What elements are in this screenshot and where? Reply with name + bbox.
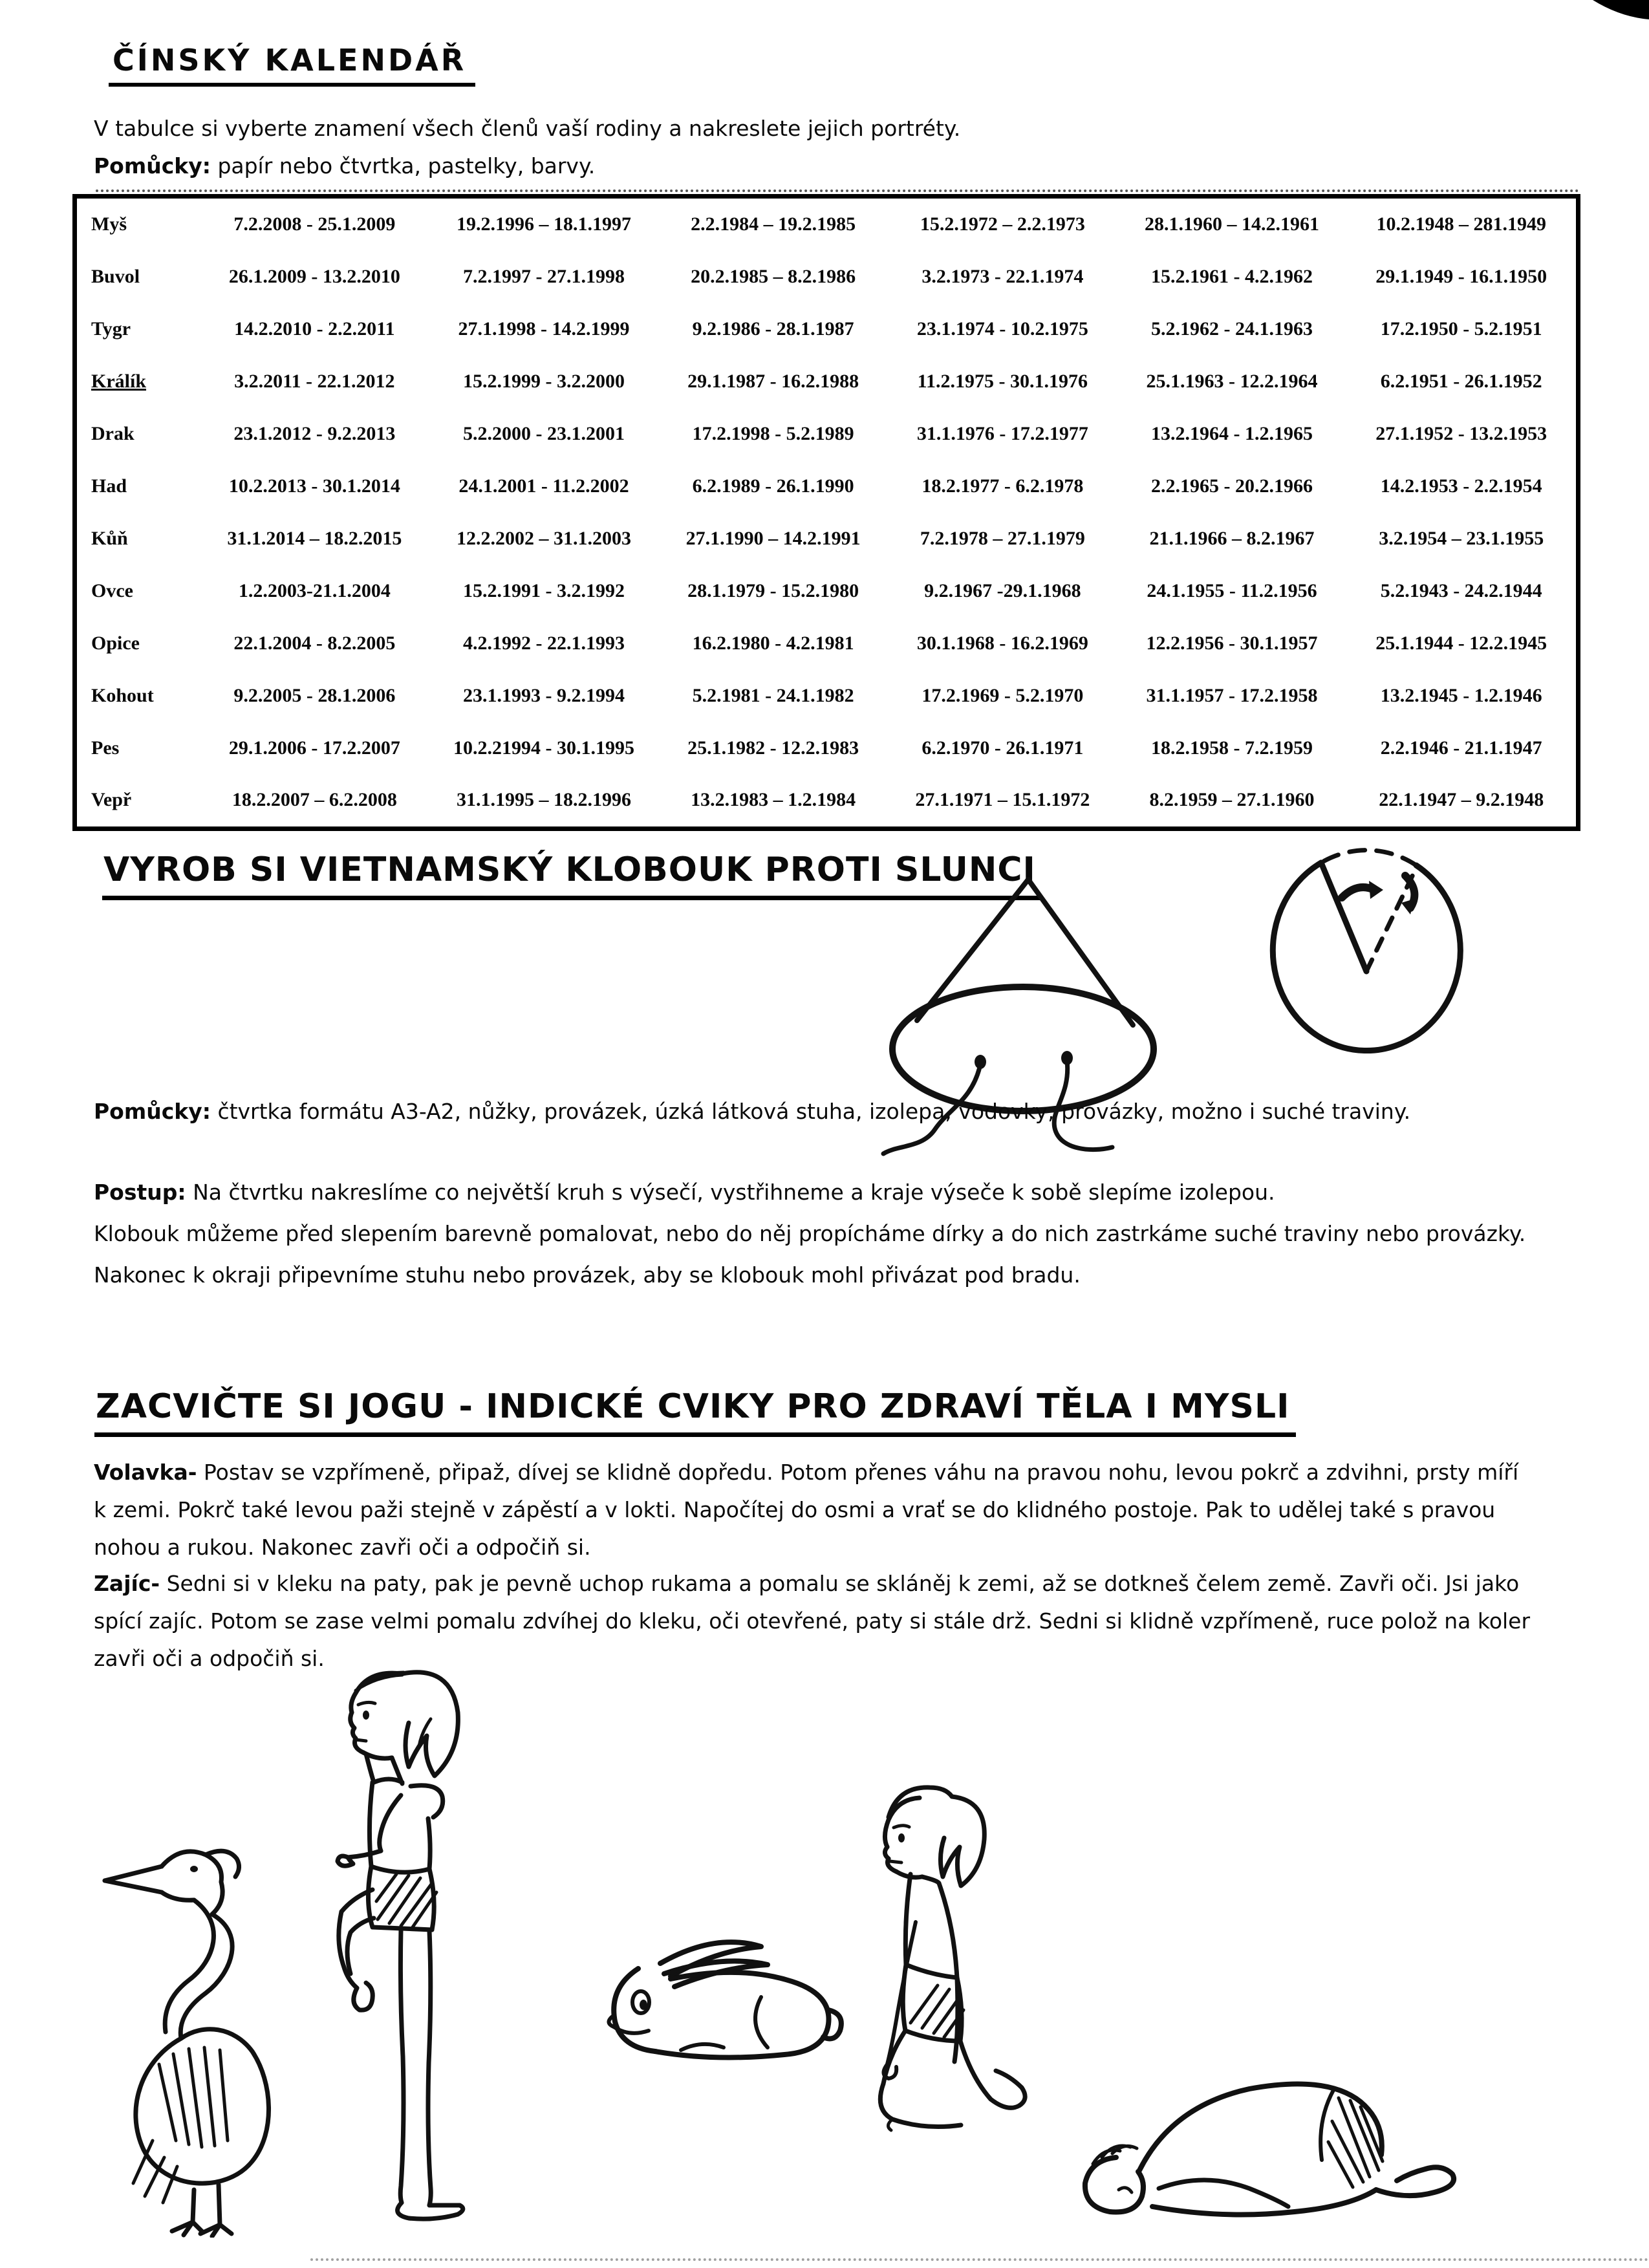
date-range-cell: 17.2.1950 - 5.2.1951	[1380, 318, 1542, 340]
date-range-cell: 10.2.21994 - 30.1.1995	[453, 737, 634, 759]
date-range-cell: 6.2.1970 - 26.1.1971	[921, 737, 1084, 759]
date-range-cell: 7.2.1978 – 27.1.1979	[920, 527, 1085, 549]
zodiac-animal-label: Kohout	[91, 684, 154, 706]
date-range-cell: 14.2.1953 - 2.2.1954	[1380, 475, 1542, 497]
yoga-section-heading	[94, 1387, 1296, 1437]
heron-drawing	[97, 1804, 297, 2238]
date-range-cell: 17.2.1998 - 5.2.1989	[692, 423, 854, 445]
date-range-cell: 31.1.2014 – 18.2.2015	[227, 527, 402, 549]
table-row	[77, 528, 1576, 550]
table-row	[77, 213, 1576, 235]
date-range-cell: 31.1.1995 – 18.2.1996	[457, 789, 631, 811]
date-range-cell: 10.2.1948 – 281.1949	[1376, 213, 1546, 235]
hat-pomucky-text: čtvrtka formátu A3-A2, nůžky, provázek, úzká látková stuha, izolepa, vodovky, provázky, možno i suché traviny.	[210, 1099, 1411, 1124]
zodiac-animal-label: Opice	[91, 632, 140, 654]
date-range-cell: 2.2.1984 – 19.2.1985	[691, 213, 856, 235]
date-range-cell: 19.2.1996 – 18.1.1997	[457, 213, 631, 235]
date-range-cell: 15.2.1999 - 3.2.2000	[463, 371, 625, 393]
date-range-cell: 9.2.1986 - 28.1.1987	[692, 318, 854, 340]
intro-line-1: V tabulce si vyberte znamení všech členů vaší rodiny a nakreslete jejich portréty.	[94, 116, 961, 141]
date-range-cell: 23.1.1974 - 10.2.1975	[916, 318, 1088, 340]
dotted-separator	[96, 189, 1580, 192]
date-range-cell: 30.1.1968 - 16.2.1969	[916, 632, 1088, 654]
date-range-cell: 3.2.2011 - 22.1.2012	[234, 371, 395, 393]
scan-edge-line	[310, 2258, 1649, 2261]
table-row	[77, 475, 1576, 497]
volavka-line1	[94, 1454, 1518, 1491]
rabbit-drawing	[598, 1927, 854, 2076]
hat-section-heading-text: VYROB SI VIETNAMSKÝ KLOBOUK PROTI SLUNCI	[102, 850, 1042, 900]
date-range-cell: 15.2.1961 - 4.2.1962	[1151, 266, 1313, 288]
date-range-cell: 31.1.1976 - 17.2.1977	[916, 423, 1088, 445]
date-range-cell: 12.2.1956 - 30.1.1957	[1146, 632, 1318, 654]
zodiac-animal-label: Pes	[91, 737, 120, 759]
date-range-cell: 15.2.1972 – 2.2.1973	[920, 213, 1085, 235]
table-row	[77, 632, 1576, 654]
table-row	[77, 266, 1576, 288]
pomucky-text: papír nebo čtvrtka, pastelky, barvy.	[210, 153, 596, 178]
table-row	[77, 580, 1576, 602]
date-range-cell: 6.2.1951 - 26.1.1952	[1380, 371, 1542, 393]
page-title-text: ČÍNSKÝ KALENDÁŘ	[109, 43, 475, 87]
cut-circle-drawing	[1251, 836, 1474, 1062]
date-range-cell: 28.1.1979 - 15.2.1980	[687, 579, 859, 601]
calendar-table	[72, 194, 1580, 831]
date-range-cell: 29.1.1987 - 16.2.1988	[687, 371, 859, 393]
date-range-cell: 5.2.2000 - 23.1.2001	[463, 423, 625, 445]
date-range-cell: 11.2.1975 - 30.1.1976	[917, 371, 1088, 393]
date-range-cell: 21.1.1966 – 8.2.1967	[1149, 527, 1315, 549]
zodiac-animal-label: Ovce	[91, 579, 133, 601]
yoga-section-heading-text: ZACVIČTE SI JOGU - INDICKÉ CVIKY PRO ZDRAVÍ TĚLA I MYSLI	[94, 1387, 1296, 1437]
date-range-cell: 13.2.1945 - 1.2.1946	[1380, 684, 1542, 706]
date-range-cell: 5.2.1962 - 24.1.1963	[1151, 318, 1313, 340]
date-range-cell: 15.2.1991 - 3.2.1992	[463, 579, 625, 601]
zodiac-animal-label: Had	[91, 475, 127, 497]
date-range-cell: 29.1.2006 - 17.2.2007	[228, 737, 400, 759]
date-range-cell: 2.2.1946 - 21.1.1947	[1380, 737, 1542, 759]
zodiac-animal-label: Tygr	[91, 318, 131, 340]
date-range-cell: 26.1.2009 - 13.2.2010	[228, 266, 400, 288]
date-range-cell: 5.2.1943 - 24.2.1944	[1380, 579, 1542, 601]
zajic-line3: zavři oči a odpočiň si.	[94, 1646, 325, 1671]
table-row	[77, 685, 1576, 707]
date-range-cell: 9.2.2005 - 28.1.2006	[233, 684, 396, 706]
volavka-line3: nohou a rukou. Nakonec zavři oči a odpočiň si.	[94, 1535, 591, 1560]
date-range-cell: 6.2.1989 - 26.1.1990	[692, 475, 854, 497]
hat-postup-label: Postup:	[94, 1180, 186, 1205]
date-range-cell: 27.1.1952 - 13.2.1953	[1375, 423, 1547, 445]
date-range-cell: 27.1.1990 – 14.2.1991	[685, 527, 861, 549]
date-range-cell: 12.2.2002 – 31.1.2003	[457, 527, 631, 549]
hat-postup-line2: Klobouk můžeme před slepením barevně pomalovat, nebo do něj propícháme dírky a do nich zastrkáme suché traviny nebo provázky.	[94, 1221, 1526, 1246]
date-range-cell: 24.1.1955 - 11.2.1956	[1147, 579, 1317, 601]
zajic-line1	[94, 1565, 1530, 1603]
table-row	[77, 318, 1576, 340]
date-range-cell: 31.1.1957 - 17.2.1958	[1146, 684, 1318, 706]
date-range-cell: 25.1.1944 - 12.2.1945	[1375, 632, 1547, 654]
date-range-cell: 29.1.1949 - 16.1.1950	[1375, 266, 1547, 288]
date-range-cell: 22.1.2004 - 8.2.2005	[233, 632, 396, 654]
date-range-cell: 23.1.1993 - 9.2.1994	[463, 684, 625, 706]
zajic-text1: Sedni si v kleku na paty, pak je pevně uchop rukama a pomalu se skláněj k zemi, až se dotkneš čelem země. Zavři oči. Jsi jako	[160, 1571, 1520, 1596]
page-title	[109, 43, 475, 87]
childs-pose-drawing	[1054, 2044, 1481, 2238]
date-range-cell: 10.2.2013 - 30.1.2014	[228, 475, 400, 497]
date-range-cell: 23.1.2012 - 9.2.2013	[233, 423, 396, 445]
zodiac-animal-label: Drak	[91, 423, 135, 445]
date-range-cell: 7.2.1997 - 27.1.1998	[463, 266, 625, 288]
zodiac-animal-label: Králík	[91, 371, 147, 393]
date-range-cell: 14.2.2010 - 2.2.2011	[234, 318, 395, 340]
zodiac-animal-label: Buvol	[91, 266, 140, 288]
hat-postup-text1: Na čtvrtku nakreslíme co největší kruh s výsečí, vystřihneme a kraje výseče k sobě slepíme izolepou.	[186, 1180, 1275, 1205]
date-range-cell: 25.1.1963 - 12.2.1964	[1146, 371, 1318, 393]
date-range-cell: 18.2.1977 - 6.2.1978	[921, 475, 1084, 497]
date-range-cell: 28.1.1960 – 14.2.1961	[1145, 213, 1320, 235]
date-range-cell: 3.2.1973 - 22.1.1974	[921, 266, 1084, 288]
date-range-cell: 2.2.1965 - 20.2.1966	[1151, 475, 1313, 497]
date-range-cell: 13.2.1964 - 1.2.1965	[1151, 423, 1313, 445]
date-range-cell: 1.2.2003-21.1.2004	[238, 579, 391, 601]
date-range-cell: 25.1.1982 - 12.2.1983	[687, 737, 859, 759]
table-row	[77, 737, 1576, 759]
date-range-cell: 18.2.1958 - 7.2.1959	[1151, 737, 1313, 759]
date-range-cell: 17.2.1969 - 5.2.1970	[921, 684, 1084, 706]
date-range-cell: 20.2.1985 – 8.2.1986	[691, 266, 856, 288]
kneeling-girl-drawing	[841, 1772, 1057, 2244]
date-range-cell: 18.2.2007 – 6.2.2008	[232, 789, 397, 811]
volavka-paragraph	[94, 1454, 1518, 1566]
date-range-cell: 24.1.2001 - 11.2.2002	[458, 475, 629, 497]
date-range-cell: 4.2.1992 - 22.1.1993	[463, 632, 625, 654]
zajic-label: Zajíc-	[94, 1571, 160, 1596]
zodiac-animal-label: Vepř	[91, 789, 132, 811]
date-range-cell: 13.2.1983 – 1.2.1984	[691, 789, 856, 811]
table-row	[77, 371, 1576, 393]
volavka-line2: k zemi. Pokrč také levou paži stejně v zápěstí a v lokti. Napočítej do osmi a vrať se do klidného postoje. Pak to udělej také s pravou	[94, 1497, 1496, 1522]
date-range-cell: 8.2.1959 – 27.1.1960	[1149, 789, 1315, 811]
hat-pomucky-line	[94, 1093, 1410, 1130]
date-range-cell: 27.1.1998 - 14.2.1999	[458, 318, 630, 340]
date-range-cell: 22.1.1947 – 9.2.1948	[1379, 789, 1544, 811]
hat-postup-line1	[94, 1172, 1525, 1213]
standing-girl-drawing	[304, 1656, 550, 2238]
table-row	[77, 789, 1576, 811]
intro-line-2	[94, 147, 595, 185]
zodiac-animal-label: Kůň	[91, 527, 128, 549]
hat-postup-block	[94, 1172, 1525, 1296]
hat-postup-line3: Nakonec k okraji připevníme stuhu nebo provázek, aby se klobouk mohl přivázat pod bradu.	[94, 1262, 1081, 1288]
date-range-cell: 16.2.1980 - 4.2.1981	[692, 632, 854, 654]
date-range-cell: 27.1.1971 – 15.1.1972	[915, 789, 1090, 811]
pomucky-label: Pomůcky:	[94, 153, 211, 178]
zodiac-animal-label: Myš	[91, 213, 127, 235]
table-row	[77, 423, 1576, 445]
zajic-line2: spící zajíc. Potom se zase velmi pomalu zdvíhej do kleku, oči otevřené, paty si stále drž. Sedni si klidně vzpřímeně, ruce polož na koler	[94, 1608, 1531, 1634]
volavka-label: Volavka-	[94, 1460, 197, 1485]
scan-corner-artifact	[1588, 0, 1649, 22]
volavka-text1: Postav se vzpřímeně, připaž, dívej se klidně dopředu. Potom přenes váhu na pravou nohu, levou pokrč a zdvihni, prsty míří	[197, 1460, 1519, 1485]
date-range-cell: 3.2.1954 – 23.1.1955	[1379, 527, 1544, 549]
hat-pomucky-label: Pomůcky:	[94, 1099, 211, 1124]
date-range-cell: 7.2.2008 - 25.1.2009	[233, 213, 396, 235]
date-range-cell: 9.2.1967 -29.1.1968	[924, 579, 1081, 601]
date-range-cell: 5.2.1981 - 24.1.1982	[692, 684, 854, 706]
